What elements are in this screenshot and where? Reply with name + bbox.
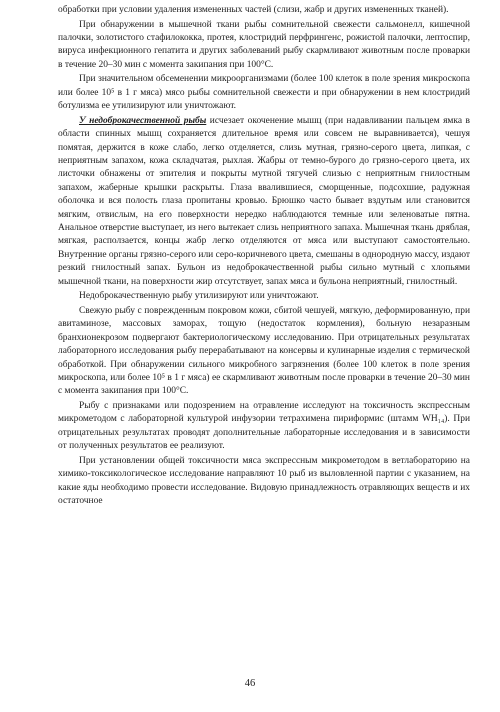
page-number: 46 xyxy=(244,678,256,689)
paragraph-general-toxicity: При установлении общей токсичности мяса экспрессным микрометодом в ветлабораторию на химико-токсикологическое исследование направляют 10 рыб из выловленной партии с указанием, на какие яды необходимо провести исследование. Видовую принадлежность отравляющих веществ и их остаточное xyxy=(58,455,470,506)
paragraph-damaged-fish: Свежую рыбу с поврежденным покровом кожи, сбитой чешуей, мягкую, деформированную, при авитаминозе, массовых заморах, тощую (недостаток кормления), больную незаразным бранхионекрозом подвергают бактериологическому исследованию. При отрицательных результатах лабораторного исследования рыбу перерабатывают на консервы и кулинарные изделия с термической обработкой. При обнаружении сильного микробного загрязнения (более 100 клеток в поле зрения микроскопа, или более 10⁵ в 1 г мяса) ее скармливают животным после проварки в течение 20–30 мин с момента закипания при 100°С. xyxy=(58,305,470,397)
paragraph-continuation: обработки при условии удаления измененных частей (слизи, жабр и других измененных тканей). xyxy=(58,5,449,15)
paragraph-body-text: исчезает окоченение мышц (при надавливании пальцем ямка в области спинных мышц сохраняется длительное время или совсем не выравнивается), чешуя помятая, держится в коже слабо, легко отделяется, слизь мутная, грязно-серого цвета, липкая, с неприятным запахом, кожа складчатая, рыхлая. Жабры от темно-бурого до грязно-серого цвета, их листочки обнажены от эпителия и покрыты мутной тягучей слизью с неприятным гнилостным запахом, жаберные крышки раскрыты. Глаза ввалившиеся, сморщенные, подсохшие, радужная оболочка и вся полость глаза пропитаны кровью. Брюшко часто бывает вздутым или становится мягким, отвислым, на его поверхности нередко наблюдаются темные или зеленоватые пятна. Анальное отверстие выступает, из него вытекает слизь неприятного запаха. Мышечная ткань дряблая, мягкая, расползается, концы жабр легко отделяются от мяса или выступают самостоятельно. Внутренние органы грязно-серого или серо-коричневого цвета, смешаны в однородную массу, издают резкий гнилостный запах. Бульон из недоброкачественной рыбы сильно мутный с хлопьями мышечной ткани, на поверхности жир отсутствует, запах мяса и бульона неприятный, гнилостный. xyxy=(58,115,470,287)
paragraph-toxicity-test: Рыбу с признаками или подозрением на отравление исследуют на токсичность экспрессным микрометодом с лабораторной культурой инфузории тетрахимена пириформис (штамм WH₁₄). При отрицательных результатах проводят дополнительные лабораторные исследования и в зависимости от полученных результатов ее реализуют. xyxy=(58,400,470,452)
paragraph-lead-phrase: У недоброкачественной рыбы xyxy=(79,115,207,126)
page-body xyxy=(58,4,470,508)
paragraph-pathogens: При обнаружении в мышечной ткани рыбы сомнительной свежести сальмонелл, кишечной палочки, золотистого стафилококка, протея, клостридий перфрингенс, рожистой палочки, лептоспир, вируса инфекционного гепатита и других заболеваний рыбу скармливают животным после проварки в течение 20–30 мин с момента закипания при 100°С. xyxy=(58,19,470,70)
paragraph-disposal: Недоброкачественную рыбу утилизируют или уничтожают. xyxy=(79,291,319,302)
paragraph-contamination: При значительном обсеменении микроорганизмами (более 100 клеток в поле зрения микроскопа или более 10⁵ в 1 г мяса) мясо рыбы сомнительной свежести и при обнаружении в нем клостридий ботулизма ее утилизируют или уничтожают. xyxy=(58,74,470,112)
paragraph-poor-quality-fish xyxy=(58,115,470,289)
